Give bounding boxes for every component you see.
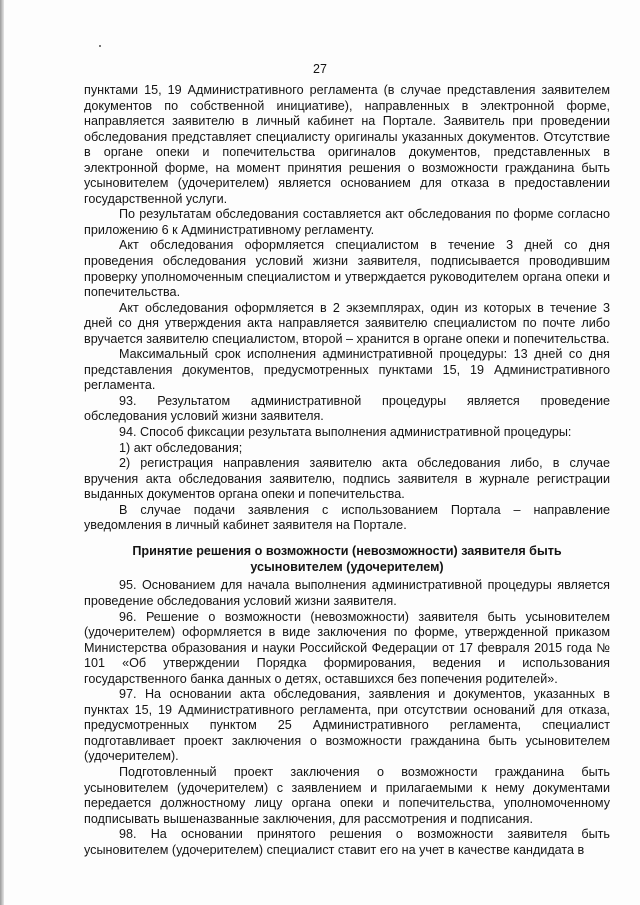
paragraph: Акт обследования оформляется в 2 экземплярах, один из которых в течение 3 дней со дня утверждения акта направляется заявителю специалистом по почте либо вручается заявителю специалистом, второй – хранится в органе опеки и попечительства. <box>84 300 610 346</box>
paragraph-continuation: пунктами 15, 19 Административного регламента (в случае представления заявителем документов по собственной инициативе), направленных в электронной форме, направляется заявителю в личный кабинет на Портале. Заявитель при проведении обследования представляет специалисту оригиналы указанных документов. Отсутствие в органе опеки и попечительства оригиналов документов, представленных в электронной форме, на момент принятия решения о возможности гражданина быть усыновителем (удочерителем) является основанием для отказа в предоставлении государственной услуги. <box>84 83 610 206</box>
section-heading-line: Принятие решения о возможности (невозможности) заявителя быть <box>132 543 562 558</box>
scan-speck <box>99 45 101 47</box>
paragraph-item-93: 93. Результатом административной процедуры является проведение обследования условий жизни заявителя. <box>84 393 610 424</box>
page-number: 27 <box>313 62 327 76</box>
paragraph-item-96: 96. Решение о возможности (невозможности) заявителя быть усыновителем (удочерителем) оформляется в виде заключения по форме, утвержденной приказом Министерства образования и науки Российской Федерации от 17 февраля 2015 года № 101 «Об утверждении Порядка формирования, ведения и использования государственного банка данных о детях, оставшихся без попечения родителей». <box>84 609 610 686</box>
section-heading-line: усыновителем (удочерителем) <box>250 559 444 574</box>
paragraph-item-97: 97. На основании акта обследования, заявления и документов, указанных в пунктах 15, 19 Административного регламента, при отсутствии оснований для отказа, предусмотренных пунктом 25 Административного регламента, специалист подготавливает проект заключения о возможности гражданина быть усыновителем (удочерителем). <box>84 687 610 764</box>
section-heading <box>84 544 610 576</box>
document-body <box>84 83 610 858</box>
list-item-1: 1) акт обследования; <box>119 440 243 455</box>
paragraph: Максимальный срок исполнения административной процедуры: 13 дней со дня представления документов, предусмотренных пунктами 15, 19 Административного регламента. <box>84 347 610 393</box>
list-item-2: 2) регистрация направления заявителю акта обследования либо, в случае вручения акта обследования заявителю, подпись заявителя в журнале регистрации выданных документов органа опеки и попечительства. <box>84 456 610 502</box>
paragraph: В случае подачи заявления с использованием Портала – направление уведомления в личный кабинет заявителя на Портале. <box>84 502 610 533</box>
paragraph: Подготовленный проект заключения о возможности гражданина быть усыновителем (удочерителем) с заявлением и прилагаемыми к нему документами передается должностному лицу органа опеки и попечительства, уполномоченному подписывать вышеназванные заключения, для рассмотрения и подписания. <box>84 765 610 826</box>
paragraph: По результатам обследования составляется акт обследования по форме согласно приложению 6 к Административному регламенту. <box>84 207 610 237</box>
paragraph-item-98: 98. На основании принятого решения о возможности заявителя быть усыновителем (удочерителем) специалист ставит его на учет в качестве кандидата в <box>84 827 610 857</box>
paragraph-item-95: 95. Основанием для начала выполнения административной процедуры является проведение обследования условий жизни заявителя. <box>84 578 610 608</box>
scan-edge <box>0 0 4 905</box>
paragraph: Акт обследования оформляется специалистом в течение 3 дней со дня проведения обследования условий жизни заявителя, подписывается проводившим проверку уполномоченным специалистом и утверждается руководителем органа опеки и попечительства. <box>84 238 610 300</box>
paragraph-item-94: 94. Способ фиксации результата выполнения административной процедуры: <box>119 425 572 440</box>
